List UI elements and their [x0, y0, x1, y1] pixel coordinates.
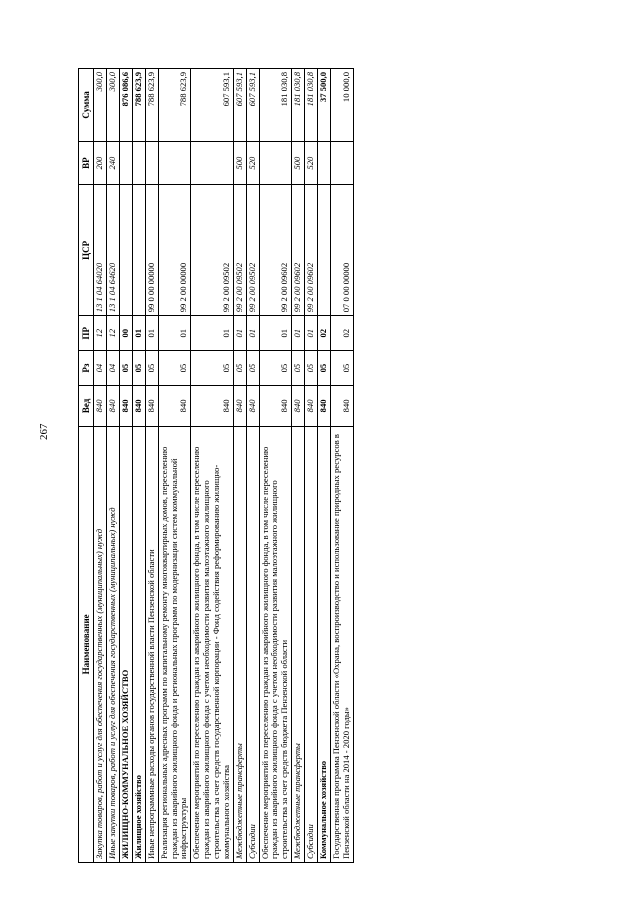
table-row: [191, 69, 234, 863]
table-cell-ved: 840: [246, 386, 259, 427]
table-cell-csr: 99 2 00 09602: [305, 185, 318, 316]
table-cell-csr: 99 2 00 09602: [292, 185, 305, 316]
table-cell-sum: 181 030,8: [305, 69, 318, 142]
table-cell-rz: 05: [317, 351, 330, 386]
table-cell-ved: 840: [330, 386, 353, 427]
table-cell-vr: [191, 141, 234, 185]
table-cell-csr: 07 0 00 00000: [330, 185, 353, 316]
table-cell-csr: 99 2 00 09502: [191, 185, 234, 316]
page-number: 267: [38, 423, 50, 440]
table-cell-pr: 01: [132, 316, 145, 351]
table-cell-pr: 01: [305, 316, 318, 351]
table-cell-name: Субсидии: [246, 426, 259, 862]
table-cell-name: Обеспечение мероприятий по переселению граждан из аварийного жилищного фонда, в том числе переселению граждан из аварийного жилищного фонда с учетом необходимости развития малоэтажного жилищного строительства за счет средств бюджета Пензенской области: [259, 426, 292, 862]
table-cell-sum: 607 593,1: [233, 69, 246, 142]
table-cell-sum: 300,0: [94, 69, 107, 142]
table-cell-ved: 840: [259, 386, 292, 427]
table-cell-vr: 200: [94, 141, 107, 185]
header-rz: Рз: [79, 351, 94, 386]
table-cell-csr: 13 1 04 64020: [94, 185, 107, 316]
table-row: [132, 69, 145, 863]
table-cell-ved: 840: [233, 386, 246, 427]
table-cell-vr: [317, 141, 330, 185]
table-cell-name: Коммунальное хозяйство: [317, 426, 330, 862]
table-cell-csr: 99 2 00 09502: [233, 185, 246, 316]
table-row: [158, 69, 191, 863]
table-cell-rz: 05: [120, 351, 133, 386]
table-row: [120, 69, 133, 863]
table-cell-vr: 520: [305, 141, 318, 185]
table-header-row: [79, 69, 94, 863]
table-cell-pr: 12: [107, 316, 120, 351]
table-cell-sum: 181 030,8: [292, 69, 305, 142]
table-cell-rz: 05: [305, 351, 318, 386]
table-cell-pr: 01: [158, 316, 191, 351]
table-cell-name: Субсидии: [305, 426, 318, 862]
table-cell-ved: 840: [107, 386, 120, 427]
table-row: [94, 69, 107, 863]
table-cell-pr: 01: [233, 316, 246, 351]
table-cell-pr: 00: [120, 316, 133, 351]
table-cell-sum: 181 030,8: [259, 69, 292, 142]
budget-table-container: [78, 68, 523, 863]
table-cell-ved: 840: [158, 386, 191, 427]
table-cell-rz: 05: [330, 351, 353, 386]
header-name: Наименование: [79, 426, 94, 862]
table-cell-vr: [330, 141, 353, 185]
table-cell-pr: 01: [259, 316, 292, 351]
table-row: [233, 69, 246, 863]
table-cell-vr: 240: [107, 141, 120, 185]
header-pr: ПР: [79, 316, 94, 351]
table-row: [259, 69, 292, 863]
table-cell-csr: 99 2 00 09502: [246, 185, 259, 316]
table-cell-pr: 02: [317, 316, 330, 351]
table-cell-ved: 840: [317, 386, 330, 427]
table-cell-name: Государственная программа Пензенской области «Охрана, воспроизводство и использование природных ресурсов в Пензенской области на 2014 - 2020 годы»: [330, 426, 353, 862]
header-sum: Сумма: [79, 69, 94, 142]
budget-table: [78, 68, 354, 863]
header-ved: Вед: [79, 386, 94, 427]
table-row: [330, 69, 353, 863]
table-cell-pr: 01: [292, 316, 305, 351]
table-row: [107, 69, 120, 863]
table-row: [317, 69, 330, 863]
table-cell-ved: 840: [305, 386, 318, 427]
table-cell-sum: 607 593,1: [191, 69, 234, 142]
table-cell-name: Межбюджетные трансферты: [233, 426, 246, 862]
table-cell-sum: 37 500,0: [317, 69, 330, 142]
table-cell-csr: 99 0 00 00000: [145, 185, 158, 316]
table-cell-sum: 788 623,9: [145, 69, 158, 142]
table-row: [246, 69, 259, 863]
table-cell-name: Межбюджетные трансферты: [292, 426, 305, 862]
table-cell-ved: 840: [132, 386, 145, 427]
table-cell-pr: 01: [246, 316, 259, 351]
table-cell-vr: [145, 141, 158, 185]
table-cell-ved: 840: [292, 386, 305, 427]
table-cell-rz: 05: [132, 351, 145, 386]
table-cell-ved: 840: [120, 386, 133, 427]
table-cell-rz: 05: [158, 351, 191, 386]
table-cell-csr: [132, 185, 145, 316]
table-cell-ved: 840: [94, 386, 107, 427]
table-row: [305, 69, 318, 863]
table-cell-rz: 04: [107, 351, 120, 386]
table-cell-csr: 99 2 00 09602: [259, 185, 292, 316]
table-cell-vr: 500: [292, 141, 305, 185]
table-cell-vr: [158, 141, 191, 185]
header-csr: ЦСР: [79, 185, 94, 316]
table-cell-vr: [120, 141, 133, 185]
table-cell-rz: 05: [145, 351, 158, 386]
table-cell-sum: 300,0: [107, 69, 120, 142]
table-cell-pr: 01: [191, 316, 234, 351]
table-cell-sum: 876 086,6: [120, 69, 133, 142]
table-cell-pr: 01: [145, 316, 158, 351]
table-cell-pr: 12: [94, 316, 107, 351]
table-cell-name: Иные закупки товаров, работ и услуг для обеспечения государственных (муниципальных) нужд: [107, 426, 120, 862]
table-cell-sum: 10 000,0: [330, 69, 353, 142]
table-cell-pr: 02: [330, 316, 353, 351]
table-cell-sum: 788 623,9: [158, 69, 191, 142]
table-cell-name: Обеспечение мероприятий по переселению граждан из аварийного жилищного фонда, в том числе переселению граждан из аварийного жилищного фонда с учетом необходимости развития малоэтажного жилищного строительства за счет средств государственной корпорации - Фонд содействия реформированию жилищно-коммунального хозяйства: [191, 426, 234, 862]
table-cell-csr: 13 1 04 64620: [107, 185, 120, 316]
table-cell-vr: [259, 141, 292, 185]
table-cell-sum: 607 593,1: [246, 69, 259, 142]
table-cell-vr: [132, 141, 145, 185]
table-cell-csr: [317, 185, 330, 316]
table-cell-vr: 500: [233, 141, 246, 185]
table-cell-ved: 840: [191, 386, 234, 427]
table-cell-vr: 520: [246, 141, 259, 185]
table-cell-name: Реализация региональных адресных программ по капитальному ремонту многоквартирных домов, переселению граждан из аварийного жилищного фонда и региональных программ по модернизации систем коммунальной инфраструктуры: [158, 426, 191, 862]
table-cell-csr: 99 2 00 00000: [158, 185, 191, 316]
table-cell-ved: 840: [145, 386, 158, 427]
table-cell-rz: 05: [233, 351, 246, 386]
table-cell-name: Иные непрограммные расходы органов государственной власти Пензенской области: [145, 426, 158, 862]
table-cell-name: Жилищное хозяйство: [132, 426, 145, 862]
table-cell-csr: [120, 185, 133, 316]
table-cell-name: ЖИЛИЩНО-КОММУНАЛЬНОЕ ХОЗЯЙСТВО: [120, 426, 133, 862]
table-row: [292, 69, 305, 863]
table-cell-rz: 05: [191, 351, 234, 386]
table-cell-sum: 788 623,9: [132, 69, 145, 142]
table-cell-rz: 05: [292, 351, 305, 386]
header-vr: ВР: [79, 141, 94, 185]
table-cell-name: Закупка товаров, работ и услуг для обеспечения государственных (муниципальных) нужд: [94, 426, 107, 862]
table-cell-rz: 05: [259, 351, 292, 386]
table-row: [145, 69, 158, 863]
table-cell-rz: 05: [246, 351, 259, 386]
table-cell-rz: 04: [94, 351, 107, 386]
